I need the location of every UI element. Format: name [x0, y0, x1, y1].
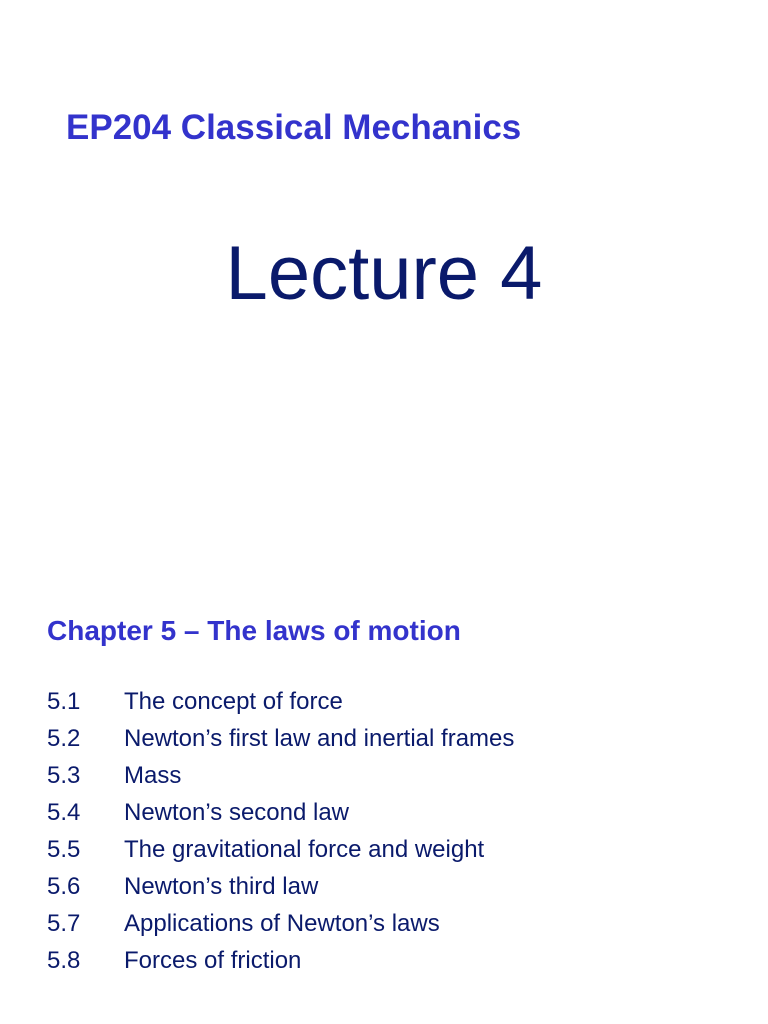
section-list	[47, 686, 514, 982]
section-item	[47, 686, 514, 723]
course-title: EP204 Classical Mechanics	[66, 108, 522, 147]
section-item	[47, 797, 514, 834]
section-item	[47, 834, 514, 871]
section-title: The concept of force	[124, 688, 343, 715]
lecture-title: Lecture 4	[225, 231, 543, 316]
section-item	[47, 723, 514, 760]
section-number: 5.6	[47, 873, 81, 900]
section-number: 5.7	[47, 910, 81, 937]
section-item	[47, 908, 514, 945]
section-number: 5.3	[47, 762, 81, 789]
chapter-heading: Chapter 5 – The laws of motion	[47, 615, 461, 646]
section-item	[47, 871, 514, 908]
section-number: 5.1	[47, 688, 81, 715]
section-title: Forces of friction	[124, 947, 302, 974]
section-title: Mass	[124, 762, 182, 789]
section-title: Applications of Newton’s laws	[124, 910, 440, 937]
section-title: Newton’s second law	[124, 799, 350, 826]
section-number: 5.5	[47, 836, 81, 863]
section-title: Newton’s third law	[124, 873, 319, 900]
section-item	[47, 760, 514, 797]
section-number: 5.8	[47, 947, 81, 974]
section-title: Newton’s first law and inertial frames	[124, 725, 515, 752]
section-number: 5.4	[47, 799, 81, 826]
section-item	[47, 945, 514, 982]
section-number: 5.2	[47, 725, 81, 752]
section-title: The gravitational force and weight	[124, 836, 485, 863]
